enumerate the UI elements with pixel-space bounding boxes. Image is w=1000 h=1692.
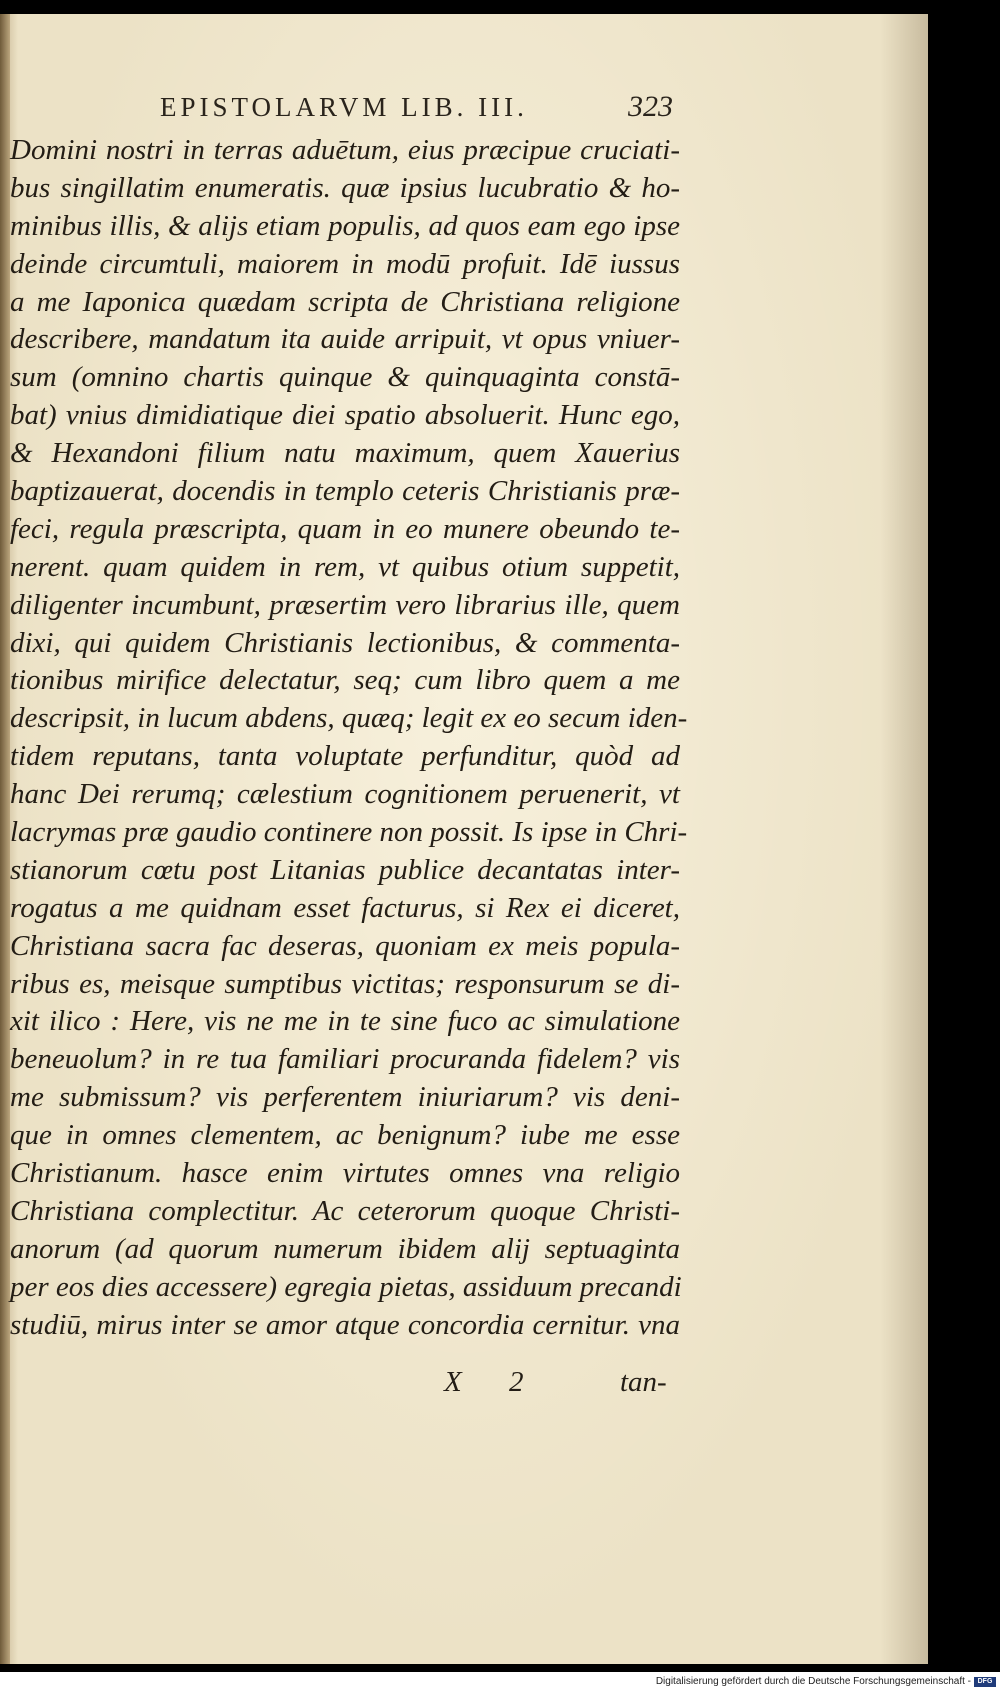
text-line: hanc Dei rerumq; cælestium cognitionem peruenerit, vt (10, 778, 680, 811)
text-line: rogatus a me quidnam esset facturus, si Rex ei diceret, (10, 891, 680, 924)
digitization-credit (656, 1676, 996, 1687)
text-line: deinde circumtuli, maiorem in modū profuit. Idē iussus (10, 247, 680, 280)
body-text (10, 132, 688, 1345)
book-page (0, 14, 928, 1664)
text-line: Christianum. hasce enim virtutes omnes vna religio (10, 1157, 680, 1190)
text-line: Christiana complectitur. Ac ceterorum quoque Christi- (10, 1194, 680, 1227)
text-line: me submissum? vis perferentem iniuriarum? vis deni- (10, 1081, 680, 1114)
catchword: tan- (620, 1366, 667, 1398)
text-line: Domini nostri in terras aduētum, eius præcipue cruciati- (10, 134, 680, 166)
running-head: EPISTOLARVM LIB. III. (160, 92, 528, 122)
text-line: anorum (ad quorum numerum ibidem alij septuaginta (10, 1232, 680, 1265)
text-line: beneuolum? in re tua familiari procuranda fidelem? vis (10, 1043, 680, 1076)
page-footer-line (0, 1366, 928, 1406)
text-line: Christiana sacra fac deseras, quoniam ex meis popula- (10, 929, 680, 962)
text-line: tionibus mirifice delectatur, seq; cum libro quem a me (10, 664, 680, 697)
text-line: & Hexandoni filium natu maximum, quem Xauerius (10, 437, 680, 470)
text-line: describere, mandatum ita auide arripuit, vt opus vniuer- (10, 323, 680, 356)
credit-text: Digitalisierung gefördert durch die Deutsche Forschungsgemeinschaft - (655, 1676, 971, 1687)
text-line: per eos dies accessere) egregia pietas, assiduum precandi (10, 1270, 682, 1303)
page-header (0, 92, 928, 132)
page-number: 323 (628, 90, 673, 123)
text-line: diligenter incumbunt, præsertim vero librarius ille, quem (10, 588, 680, 621)
text-line: tidem reputans, tanta voluptate perfunditur, quòd ad (10, 740, 680, 773)
text-line: que in omnes clementem, ac benignum? iube me esse (10, 1119, 680, 1152)
text-line: bus singillatim enumeratis. quæ ipsius lucubratio & ho- (10, 171, 680, 204)
text-line: descripsit, in lucum abdens, quæq; legit ex eo secum iden- (10, 702, 688, 735)
page-gutter-shadow (0, 14, 10, 1664)
text-line: dixi, qui quidem Christianis lectionibus, & commenta- (10, 626, 680, 659)
text-line: baptizauerat, docendis in templo ceteris Christianis præ- (10, 475, 680, 508)
text-line: studiū, mirus inter se amor atque concordia cernitur. vna (10, 1308, 680, 1341)
text-line: stianorum cœtu post Litanias publice decantatas inter- (10, 853, 680, 886)
dfg-logo: DFG (974, 1677, 996, 1687)
signature-mark: X 2 (444, 1366, 544, 1398)
text-line: minibus illis, & alijs etiam populis, ad quos eam ego ipse (10, 209, 680, 242)
text-line: nerent. quam quidem in rem, vt quibus otium suppetit, (10, 550, 680, 583)
text-line: lacrymas præ gaudio continere non possit. Is ipse in Chri- (10, 816, 688, 849)
text-line: ribus es, meisque sumptibus victitas; responsurum se di- (10, 967, 680, 1000)
text-line: xit ilico : Here, vis ne me in te sine fuco ac simulatione (10, 1005, 680, 1038)
text-line: a me Iaponica quædam scripta de Christiana religione (10, 285, 680, 318)
text-line: bat) vnius dimidiatique diei spatio absoluerit. Hunc ego, (10, 399, 680, 432)
text-line: feci, regula præscripta, quam in eo munere obeundo te- (10, 512, 680, 545)
text-line: sum (omnino chartis quinque & quinquaginta constā- (10, 361, 680, 394)
